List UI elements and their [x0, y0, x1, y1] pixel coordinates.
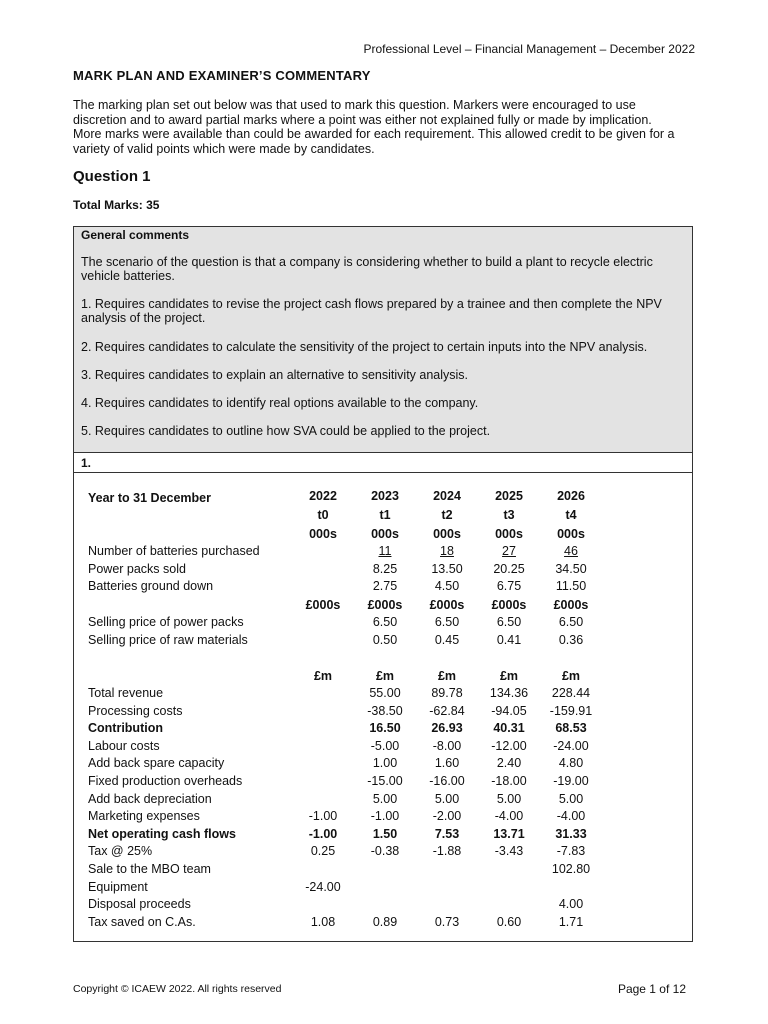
intro-line: variety of valid points which were made by candidates.	[73, 141, 375, 156]
row-value: 6.50	[558, 615, 584, 629]
row-value: 5.00	[372, 791, 398, 806]
row-label: Disposal proceeds	[88, 897, 191, 912]
row-label: Sale to the MBO team	[88, 862, 211, 876]
price-units-header: £000s	[429, 598, 465, 612]
row-value: -2.00	[432, 809, 462, 824]
year-header: 2024	[433, 489, 461, 503]
comment-line: 3. Requires candidates to explain an alternative to sensitivity analysis.	[81, 368, 469, 382]
period-header: t1	[379, 508, 391, 522]
row-value: -24.00	[305, 879, 341, 894]
comment-line: The scenario of the question is that a company is considering whether to build a plant to recycle electric	[81, 255, 653, 269]
row-value: 228.44	[551, 686, 591, 700]
row-value: -15.00	[367, 774, 403, 788]
row-value: -19.00	[553, 774, 589, 788]
comment-line: 4. Requires candidates to identify real options available to the company.	[81, 396, 479, 410]
row-value: 0.25	[310, 844, 336, 859]
comment-line: 1. Requires candidates to revise the project cash flows prepared by a trainee and then complete the NPV	[81, 297, 662, 311]
row-value: 11	[378, 544, 392, 558]
row-value: 1.50	[372, 826, 398, 841]
units-header: 000s	[495, 527, 523, 541]
money-units-header: £m	[499, 669, 519, 683]
units-header: 000s	[371, 527, 399, 541]
row-value: 2.75	[372, 579, 398, 594]
row-value: 0.41	[496, 632, 522, 647]
row-value: 5.00	[496, 791, 522, 806]
comment-line: 2. Requires candidates to calculate the sensitivity of the project to certain inputs into the NPV analysis.	[81, 340, 648, 354]
mark-plan-box	[73, 226, 693, 942]
cashflow-table	[74, 227, 692, 941]
row-value: 0.36	[558, 632, 584, 647]
row-label: Selling price of raw materials	[88, 632, 248, 647]
row-value: 68.53	[555, 721, 587, 736]
page-title: MARK PLAN AND EXAMINER’S COMMENTARY	[73, 68, 371, 83]
row-value: 13.50	[431, 561, 463, 576]
units-header: 000s	[309, 527, 337, 541]
row-value: -12.00	[491, 738, 527, 753]
row-value: 134.36	[489, 686, 529, 700]
row-value: 6.50	[372, 615, 398, 629]
period-header: t2	[441, 508, 453, 522]
row-label: Add back depreciation	[88, 791, 212, 806]
row-label: Fixed production overheads	[88, 774, 243, 788]
page-number: Page 1 of 12	[617, 982, 686, 996]
money-units-header: £m	[561, 669, 581, 683]
row-label: Net operating cash flows	[88, 826, 236, 841]
period-header: t3	[503, 508, 515, 522]
row-value: 20.25	[493, 561, 525, 576]
row-value: -7.83	[556, 844, 586, 859]
price-units-header: £000s	[491, 598, 527, 612]
row-label: Number of batteries purchased	[88, 544, 260, 558]
row-value: 0.73	[434, 914, 460, 929]
row-value: -159.91	[549, 703, 593, 718]
row-label: Power packs sold	[88, 561, 186, 576]
row-value: 89.78	[431, 686, 463, 700]
row-value: -94.05	[491, 703, 527, 718]
question-heading: Question 1	[73, 168, 151, 185]
row-value: -3.43	[494, 844, 524, 859]
row-value: 40.31	[493, 721, 525, 736]
row-value: 7.53	[434, 826, 460, 841]
row-value: 6.75	[496, 579, 522, 594]
row-label: Equipment	[88, 879, 148, 894]
intro-line: More marks were available than could be awarded for each requirement. This allowed credit to be given for a	[73, 127, 675, 141]
row-value: 2.40	[496, 756, 522, 771]
row-value: -5.00	[370, 738, 400, 753]
row-value: 31.33	[555, 826, 587, 841]
row-label: Batteries ground down	[88, 579, 214, 594]
total-marks: Total Marks: 35	[73, 198, 160, 212]
money-units-header: £m	[313, 669, 333, 683]
price-units-header: £000s	[305, 598, 341, 612]
row-value: -0.38	[370, 844, 400, 859]
row-label: Processing costs	[88, 703, 183, 718]
units-header: 000s	[557, 527, 585, 541]
year-header: 2023	[371, 489, 399, 503]
row-value: 27	[502, 544, 516, 558]
row-value: -38.50	[367, 703, 403, 718]
row-value: 6.50	[496, 615, 522, 629]
row-value: -62.84	[429, 703, 465, 718]
row-value: -8.00	[432, 738, 462, 753]
general-comments-heading: General comments	[81, 228, 190, 242]
intro-paragraph	[73, 98, 698, 156]
row-value: -1.88	[432, 844, 462, 859]
row-value: -18.00	[491, 774, 527, 788]
row-label: Tax @ 25%	[88, 844, 153, 859]
row-value: 6.50	[434, 615, 460, 629]
period-header: t4	[565, 508, 577, 522]
year-header: 2026	[557, 489, 585, 503]
row-value: 0.50	[372, 632, 398, 647]
row-value: 4.00	[558, 897, 584, 912]
running-header: Professional Level – Financial Management – December 2022	[363, 42, 695, 56]
row-label: Labour costs	[88, 738, 160, 753]
row-label: Add back spare capacity	[88, 756, 225, 771]
row-value: -4.00	[556, 809, 586, 824]
price-units-header: £000s	[367, 598, 403, 612]
row-value: 13.71	[493, 826, 525, 841]
row-value: 34.50	[555, 561, 587, 576]
copyright-footer: Copyright © ICAEW 2022. All rights reserved	[73, 983, 282, 995]
row-value: 26.93	[431, 721, 463, 736]
comment-line: analysis of the project.	[81, 311, 206, 325]
row-value: 0.89	[372, 914, 398, 929]
comment-line: 5. Requires candidates to outline how SVA could be applied to the project.	[81, 424, 491, 438]
row-value: 4.80	[558, 756, 584, 771]
row-value: 46	[564, 544, 578, 558]
row-value: 16.50	[369, 721, 401, 736]
row-label: Selling price of power packs	[88, 615, 244, 629]
row-value: -1.00	[308, 809, 338, 824]
row-value: 1.00	[372, 756, 398, 771]
row-value: 1.71	[558, 914, 584, 929]
row-value: 8.25	[372, 561, 398, 576]
row-value: 1.08	[310, 914, 336, 929]
intro-line: The marking plan set out below was that used to mark this question. Markers were encouraged to use	[73, 98, 636, 112]
row-value: 0.45	[434, 632, 460, 647]
table-header-label: Year to 31 December	[88, 491, 211, 505]
year-header: 2022	[309, 489, 337, 503]
row-value: 4.50	[434, 579, 460, 594]
row-value: 0.60	[496, 914, 522, 929]
money-units-header: £m	[437, 669, 457, 683]
units-header: 000s	[433, 527, 461, 541]
section-label: 1.	[74, 453, 692, 473]
row-value: 5.00	[558, 791, 584, 806]
price-units-header: £000s	[553, 598, 589, 612]
row-value: 1.60	[434, 756, 460, 771]
comment-line: vehicle batteries.	[81, 269, 175, 283]
row-value: 102.80	[551, 862, 591, 876]
row-value: 55.00	[369, 686, 401, 700]
row-value: -1.00	[370, 809, 400, 824]
year-header: 2025	[495, 489, 523, 503]
row-value: 5.00	[434, 791, 460, 806]
period-header: t0	[317, 508, 329, 522]
row-value: -1.00	[308, 826, 338, 841]
row-label: Marketing expenses	[88, 809, 200, 824]
row-label: Contribution	[88, 721, 163, 736]
row-value: -16.00	[429, 774, 465, 788]
row-value: -24.00	[553, 738, 589, 753]
row-label: Tax saved on C.As.	[88, 914, 196, 929]
row-value: 18	[440, 544, 454, 558]
intro-line: discretion and to award partial marks where a point was either not explained fully or made by implication.	[73, 112, 652, 127]
row-value: 11.50	[555, 579, 587, 594]
row-value: -4.00	[494, 809, 524, 824]
money-units-header: £m	[375, 669, 395, 683]
row-label: Total revenue	[88, 686, 164, 700]
